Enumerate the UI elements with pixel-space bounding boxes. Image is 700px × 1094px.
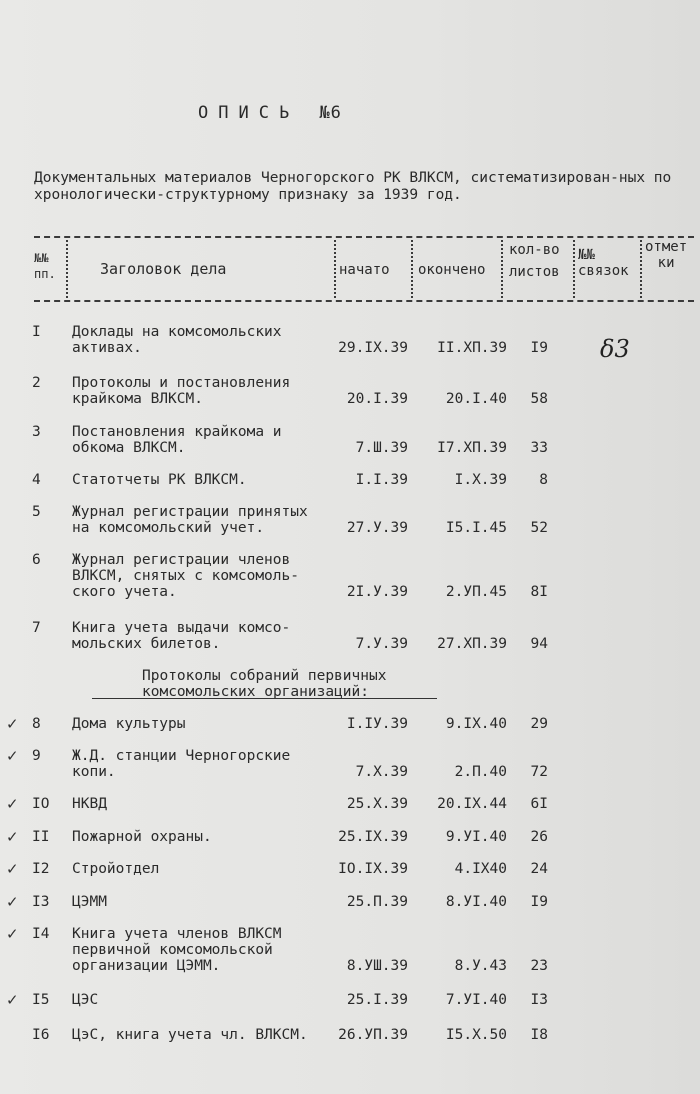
- row-end-date: I7.XП.39: [437, 440, 507, 456]
- row-sheet-count: I9: [530, 894, 548, 910]
- row-number: 4: [32, 472, 41, 488]
- row-sheet-count: 33: [530, 440, 548, 456]
- row-title: Пожарной охраны.: [72, 829, 212, 845]
- row-start-date: 25.IX.39: [338, 829, 408, 845]
- row-end-date: 7.УI.40: [445, 992, 507, 1008]
- row-sheet-count: 8I: [530, 584, 548, 600]
- row-title: Журнал регистрации членов ВЛКСМ, снятых с комсомоль- ского учета.: [72, 552, 299, 600]
- col-divider: [66, 240, 68, 298]
- header-bundles: №№ связок: [578, 247, 629, 279]
- row-number: I2: [32, 861, 50, 877]
- row-start-date: 2I.У.39: [346, 584, 408, 600]
- row-start-date: 7.Ш.39: [355, 440, 408, 456]
- row-start-date: 25.I.39: [346, 992, 408, 1008]
- row-start-date: IO.IX.39: [338, 861, 408, 877]
- row-title: НКВД: [72, 796, 107, 812]
- row-number: 5: [32, 504, 41, 520]
- check-mark-icon: ✓: [6, 828, 19, 846]
- row-end-date: 8.У.43: [454, 958, 507, 974]
- row-start-date: 29.IX.39: [338, 340, 408, 356]
- row-end-date: 20.IX.44: [437, 796, 507, 812]
- header-count: кол-во листов: [509, 242, 560, 280]
- header-title: Заголовок дела: [100, 260, 227, 278]
- check-mark-icon: ✓: [6, 893, 19, 911]
- header-top-rule: [34, 236, 694, 238]
- row-title: Стройотдел: [72, 861, 160, 877]
- header-bottom-rule: [34, 300, 694, 302]
- row-sheet-count: 72: [530, 764, 548, 780]
- section-heading: Протоколы собраний первичных комсомольских организаций:: [142, 668, 387, 700]
- row-title: ЦэС, книга учета чл. ВЛКСМ.: [72, 1027, 308, 1043]
- document-title: [198, 103, 342, 123]
- row-end-date: 9.IX.40: [445, 716, 507, 732]
- row-start-date: 25.П.39: [346, 894, 408, 910]
- col-divider: [411, 240, 413, 298]
- row-number: I4: [32, 926, 50, 942]
- check-mark-icon: ✓: [6, 860, 19, 878]
- row-sheet-count: 26: [530, 829, 548, 845]
- header-start: начато: [339, 262, 390, 278]
- row-start-date: I.IУ.39: [346, 716, 408, 732]
- row-end-date: I5.I.45: [445, 520, 507, 536]
- col-divider: [501, 240, 503, 298]
- row-start-date: 27.У.39: [346, 520, 408, 536]
- row-number: IO: [32, 796, 50, 812]
- row-sheet-count: 52: [530, 520, 548, 536]
- row-number: 8: [32, 716, 41, 732]
- row-end-date: 2.УП.45: [445, 584, 507, 600]
- header-notes: отмет ки: [645, 239, 688, 271]
- col-divider: [334, 240, 336, 298]
- row-sheet-count: I9: [530, 340, 548, 356]
- row-end-date: 4.IX40: [454, 861, 507, 877]
- row-title: Журнал регистрации принятых на комсомольский учет.: [72, 504, 308, 536]
- row-end-date: 2.П.40: [454, 764, 507, 780]
- row-number: I6: [32, 1027, 50, 1043]
- row-number: I: [32, 324, 41, 340]
- title-word: ОПИСЬ: [198, 103, 300, 123]
- section-underline: [92, 698, 437, 699]
- row-start-date: 7.У.39: [355, 636, 408, 652]
- row-title: ЦЭММ: [72, 894, 107, 910]
- row-number: I3: [32, 894, 50, 910]
- row-end-date: 20.I.40: [445, 391, 507, 407]
- row-start-date: I.I.39: [355, 472, 408, 488]
- row-number: 3: [32, 424, 41, 440]
- row-title: Статотчеты РК ВЛКСМ.: [72, 472, 247, 488]
- row-number: 2: [32, 375, 41, 391]
- col-divider: [573, 240, 575, 298]
- handwritten-mark: δ3: [600, 335, 630, 363]
- row-number: 7: [32, 620, 41, 636]
- header-end: окончено: [418, 262, 486, 278]
- row-number: I5: [32, 992, 50, 1008]
- row-start-date: 8.УШ.39: [346, 958, 408, 974]
- row-sheet-count: 29: [530, 716, 548, 732]
- row-title: Постановления крайкома и обкома ВЛКСМ.: [72, 424, 282, 456]
- row-number: II: [32, 829, 50, 845]
- row-end-date: 8.УI.40: [445, 894, 507, 910]
- row-sheet-count: 24: [530, 861, 548, 877]
- check-mark-icon: ✓: [6, 925, 19, 943]
- col-divider: [640, 240, 642, 298]
- row-sheet-count: 58: [530, 391, 548, 407]
- row-sheet-count: I8: [530, 1027, 548, 1043]
- row-end-date: II.XП.39: [437, 340, 507, 356]
- header-num: №№ пп.: [34, 251, 56, 281]
- row-sheet-count: 23: [530, 958, 548, 974]
- check-mark-icon: ✓: [6, 715, 19, 733]
- title-number: №6: [319, 103, 342, 123]
- intro-text: Документальных материалов Черногорского РК ВЛКСМ, систематизирован-ных по хронологически-структурному признаку за 1939 год.: [34, 170, 672, 203]
- row-title: Книга учета членов ВЛКСМ первичной комсомольской организации ЦЭММ.: [72, 926, 282, 974]
- row-number: 6: [32, 552, 41, 568]
- row-end-date: I5.X.50: [445, 1027, 507, 1043]
- row-sheet-count: 94: [530, 636, 548, 652]
- row-end-date: I.X.39: [454, 472, 507, 488]
- row-sheet-count: 8: [539, 472, 548, 488]
- row-number: 9: [32, 748, 41, 764]
- row-start-date: 25.X.39: [346, 796, 408, 812]
- row-end-date: 27.XП.39: [437, 636, 507, 652]
- row-title: Протоколы и постановления крайкома ВЛКСМ.: [72, 375, 291, 407]
- row-title: Ж.Д. станции Черногорские копи.: [72, 748, 291, 780]
- check-mark-icon: ✓: [6, 795, 19, 813]
- row-title: ЦЭС: [72, 992, 99, 1008]
- row-title: Дома культуры: [72, 716, 186, 732]
- check-mark-icon: ✓: [6, 747, 19, 765]
- row-sheet-count: 6I: [530, 796, 548, 812]
- row-start-date: 7.X.39: [355, 764, 408, 780]
- row-end-date: 9.УI.40: [445, 829, 507, 845]
- row-title: Книга учета выдачи комсо- мольских билетов.: [72, 620, 291, 652]
- check-mark-icon: ✓: [6, 991, 19, 1009]
- row-start-date: 26.УП.39: [338, 1027, 408, 1043]
- row-sheet-count: I3: [530, 992, 548, 1008]
- row-title: Доклады на комсомольских активах.: [72, 324, 282, 356]
- row-start-date: 20.I.39: [346, 391, 408, 407]
